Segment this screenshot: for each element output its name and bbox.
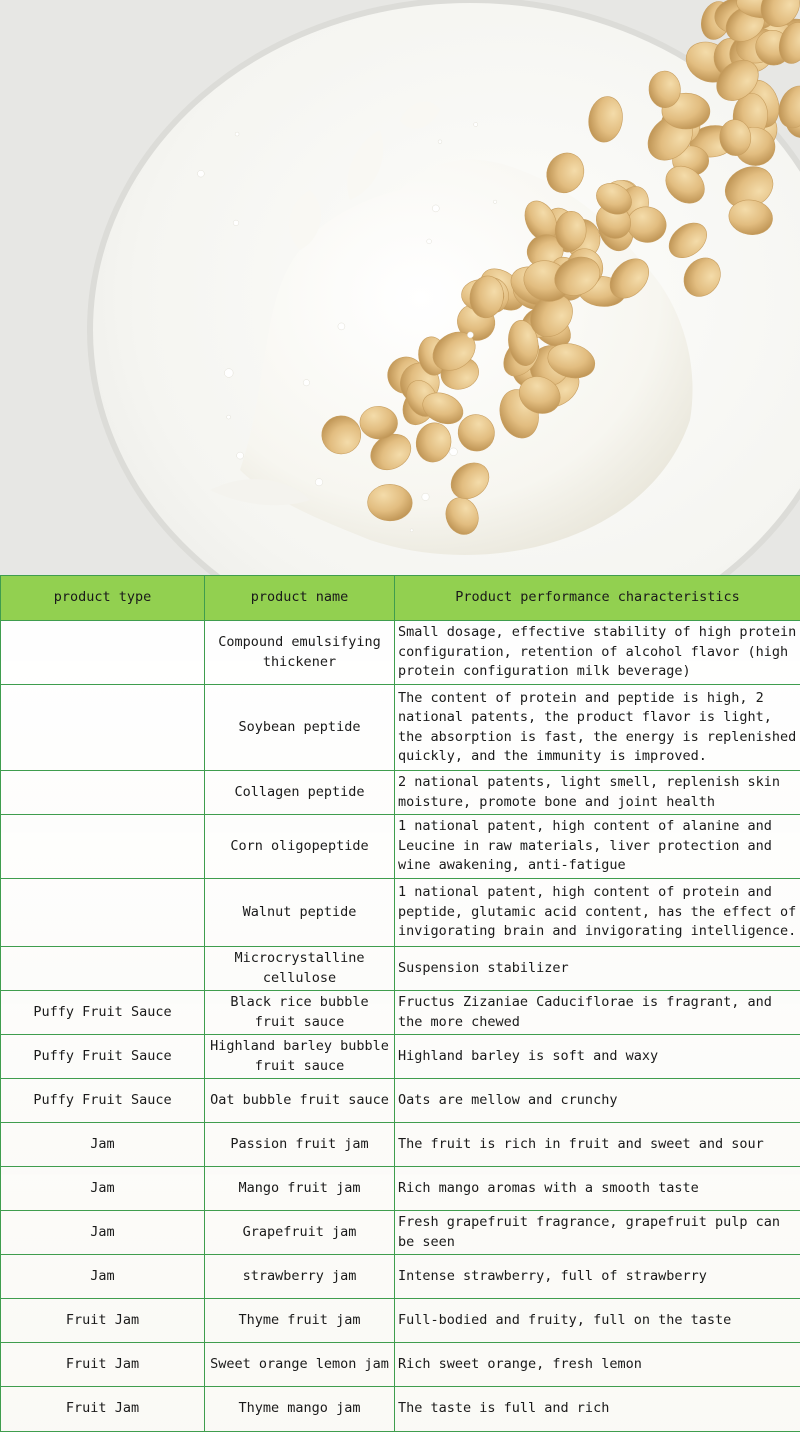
table-header-row bbox=[1, 576, 800, 621]
soybeans-milk-splash-illustration bbox=[0, 0, 800, 575]
performance-characteristics-cell: Fructus Zizaniae Caduciflorae is fragrant, and the more chewed bbox=[395, 991, 800, 1035]
table-row bbox=[1, 1167, 800, 1211]
product-name-cell: Collagen peptide bbox=[205, 771, 395, 815]
performance-characteristics-cell: The fruit is rich in fruit and sweet and sour bbox=[395, 1123, 800, 1167]
table-row bbox=[1, 947, 800, 991]
performance-characteristics-cell: Fresh grapefruit fragrance, grapefruit pulp can be seen bbox=[395, 1211, 800, 1255]
product-name-cell: Passion fruit jam bbox=[205, 1123, 395, 1167]
product-type-cell: Puffy Fruit Sauce bbox=[1, 1079, 205, 1123]
table-row bbox=[1, 1299, 800, 1343]
table-row bbox=[1, 815, 800, 879]
performance-characteristics-cell: 1 national patent, high content of alanine and Leucine in raw materials, liver protection and wine awakening, anti-fatigue bbox=[395, 815, 800, 879]
product-name-cell: Mango fruit jam bbox=[205, 1167, 395, 1211]
product-type-cell bbox=[1, 815, 205, 879]
product-name-cell: Soybean peptide bbox=[205, 685, 395, 771]
performance-characteristics-cell: Rich mango aromas with a smooth taste bbox=[395, 1167, 800, 1211]
product-type-cell bbox=[1, 685, 205, 771]
table-row bbox=[1, 1255, 800, 1299]
table-row bbox=[1, 685, 800, 771]
product-type-cell: Jam bbox=[1, 1211, 205, 1255]
product-type-cell bbox=[1, 879, 205, 947]
table-row bbox=[1, 1211, 800, 1255]
header-performance-characteristics: Product performance characteristics bbox=[395, 576, 800, 621]
performance-characteristics-cell: The taste is full and rich bbox=[395, 1387, 800, 1432]
table-row bbox=[1, 1123, 800, 1167]
product-type-cell: Jam bbox=[1, 1167, 205, 1211]
product-name-cell: Sweet orange lemon jam bbox=[205, 1343, 395, 1387]
performance-characteristics-cell: Intense strawberry, full of strawberry bbox=[395, 1255, 800, 1299]
performance-characteristics-cell: Full-bodied and fruity, full on the taste bbox=[395, 1299, 800, 1343]
product-type-cell bbox=[1, 771, 205, 815]
product-name-cell: Highland barley bubble fruit sauce bbox=[205, 1035, 395, 1079]
table-row bbox=[1, 1079, 800, 1123]
header-product-name: product name bbox=[205, 576, 395, 621]
product-name-cell: Thyme fruit jam bbox=[205, 1299, 395, 1343]
product-name-cell: Thyme mango jam bbox=[205, 1387, 395, 1432]
product-name-cell: Microcrystalline cellulose bbox=[205, 947, 395, 991]
table-row bbox=[1, 621, 800, 685]
product-type-cell: Puffy Fruit Sauce bbox=[1, 1035, 205, 1079]
header-product-type: product type bbox=[1, 576, 205, 621]
product-type-cell: Fruit Jam bbox=[1, 1343, 205, 1387]
performance-characteristics-cell: The content of protein and peptide is high, 2 national patents, the product flavor is light, the absorption is fast, the energy is replenished quickly, and the immunity is improved. bbox=[395, 685, 800, 771]
product-name-cell: Walnut peptide bbox=[205, 879, 395, 947]
product-type-cell: Jam bbox=[1, 1255, 205, 1299]
table-row bbox=[1, 1035, 800, 1079]
product-name-cell: Corn oligopeptide bbox=[205, 815, 395, 879]
table-row bbox=[1, 991, 800, 1035]
table-row bbox=[1, 1343, 800, 1387]
table-row bbox=[1, 1387, 800, 1432]
product-name-cell: strawberry jam bbox=[205, 1255, 395, 1299]
table-row bbox=[1, 771, 800, 815]
product-type-cell: Fruit Jam bbox=[1, 1299, 205, 1343]
performance-characteristics-cell: Suspension stabilizer bbox=[395, 947, 800, 991]
hero-image bbox=[0, 0, 800, 575]
product-name-cell: Compound emulsifying thickener bbox=[205, 621, 395, 685]
product-type-cell: Fruit Jam bbox=[1, 1387, 205, 1432]
product-type-cell: Jam bbox=[1, 1123, 205, 1167]
performance-characteristics-cell: Small dosage, effective stability of high protein configuration, retention of alcohol flavor (high protein configuration milk beverage) bbox=[395, 621, 800, 685]
product-spec-table bbox=[0, 575, 800, 1432]
performance-characteristics-cell: 1 national patent, high content of protein and peptide, glutamic acid content, has the effect of invigorating brain and invigorating intelligence. bbox=[395, 879, 800, 947]
table-row bbox=[1, 879, 800, 947]
performance-characteristics-cell: Rich sweet orange, fresh lemon bbox=[395, 1343, 800, 1387]
product-type-cell bbox=[1, 947, 205, 991]
product-name-cell: Oat bubble fruit sauce bbox=[205, 1079, 395, 1123]
product-type-cell: Puffy Fruit Sauce bbox=[1, 991, 205, 1035]
product-name-cell: Black rice bubble fruit sauce bbox=[205, 991, 395, 1035]
performance-characteristics-cell: Highland barley is soft and waxy bbox=[395, 1035, 800, 1079]
performance-characteristics-cell: Oats are mellow and crunchy bbox=[395, 1079, 800, 1123]
performance-characteristics-cell: 2 national patents, light smell, replenish skin moisture, promote bone and joint health bbox=[395, 771, 800, 815]
product-name-cell: Grapefruit jam bbox=[205, 1211, 395, 1255]
product-type-cell bbox=[1, 621, 205, 685]
